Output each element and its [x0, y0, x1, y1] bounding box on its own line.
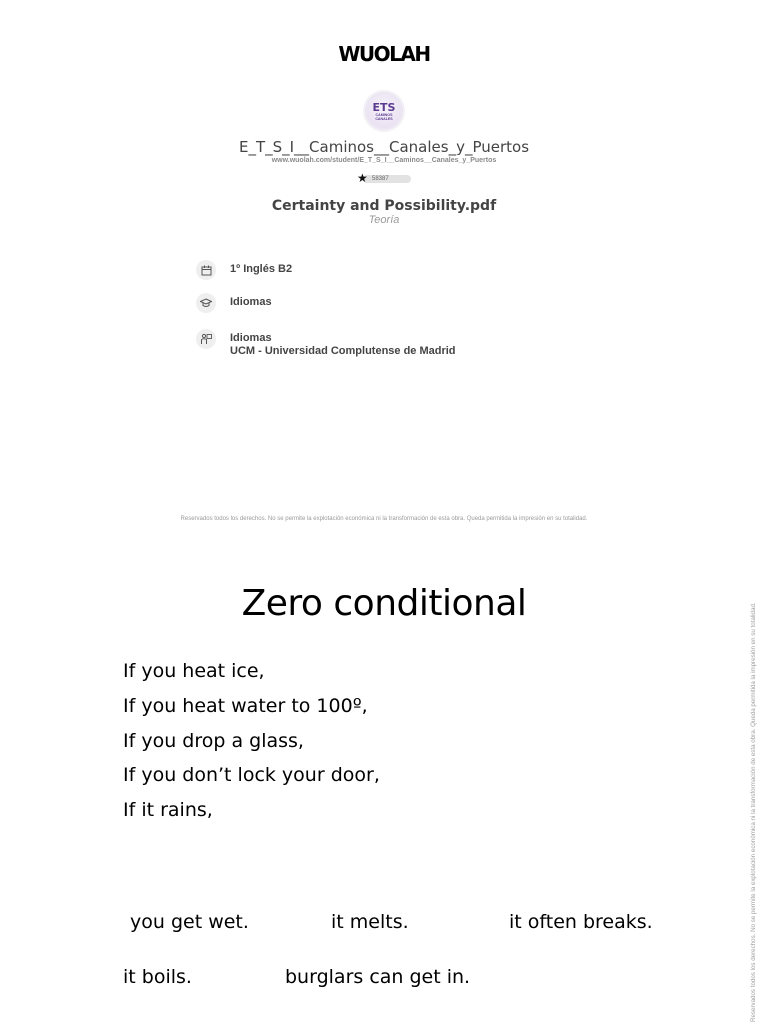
result-option: it melts. [331, 911, 409, 933]
degree-label[interactable]: Idiomas [230, 296, 272, 308]
stats-count: 58387 [372, 176, 389, 182]
rights-notice: Reservados todos los derechos. No se permite la explotación económica ni la transformación de esta obra. Queda permitida la impresión en su totalidad. [180, 516, 588, 522]
calendar-icon [196, 260, 216, 280]
slide-title: Zero conditional [241, 583, 527, 624]
graduation-cap-icon [196, 293, 216, 313]
uploader-url[interactable]: www.wuolah.com/student/E_T_S_I__Caminos__Canales_y_Puertos [271, 157, 497, 164]
faculty-label[interactable]: Idiomas [230, 332, 272, 344]
condition-line: If you don’t lock your door, [123, 764, 380, 786]
condition-line: If you drop a glass, [123, 730, 304, 752]
star-icon: ★ [357, 171, 368, 185]
document-type: Teoría [368, 214, 400, 226]
profile-avatar[interactable] [365, 92, 403, 130]
badge-subtitle: CAMINOS CANALES [375, 112, 393, 121]
result-option: you get wet. [130, 911, 249, 933]
uploader-name[interactable]: E_T_S_I__Caminos__Canales_y_Puertos [238, 138, 530, 156]
result-option: it boils. [123, 966, 192, 988]
course-label[interactable]: 1º Inglés B2 [230, 263, 293, 275]
condition-line: If you heat water to 100º, [123, 695, 368, 717]
badge-title: ETS [372, 100, 396, 114]
condition-line: If it rains, [123, 799, 213, 821]
uploader-stats [357, 173, 413, 184]
school-badge [367, 94, 401, 128]
wuolah-logo[interactable]: WUOLAH [338, 42, 430, 66]
result-option: burglars can get in. [285, 966, 471, 988]
document-title: Certainty and Possibility.pdf [271, 198, 497, 214]
teacher-icon [196, 329, 216, 349]
condition-line: If you heat ice, [123, 660, 265, 682]
university-label[interactable]: UCM - Universidad Complutense de Madrid [230, 345, 456, 357]
rights-notice-vertical: Reservados todos los derechos. No se permite la explotación económica ni la transformación de esta obra. Queda permitida la impresión en su totalidad. [750, 602, 757, 1022]
result-option: it often breaks. [509, 911, 653, 933]
